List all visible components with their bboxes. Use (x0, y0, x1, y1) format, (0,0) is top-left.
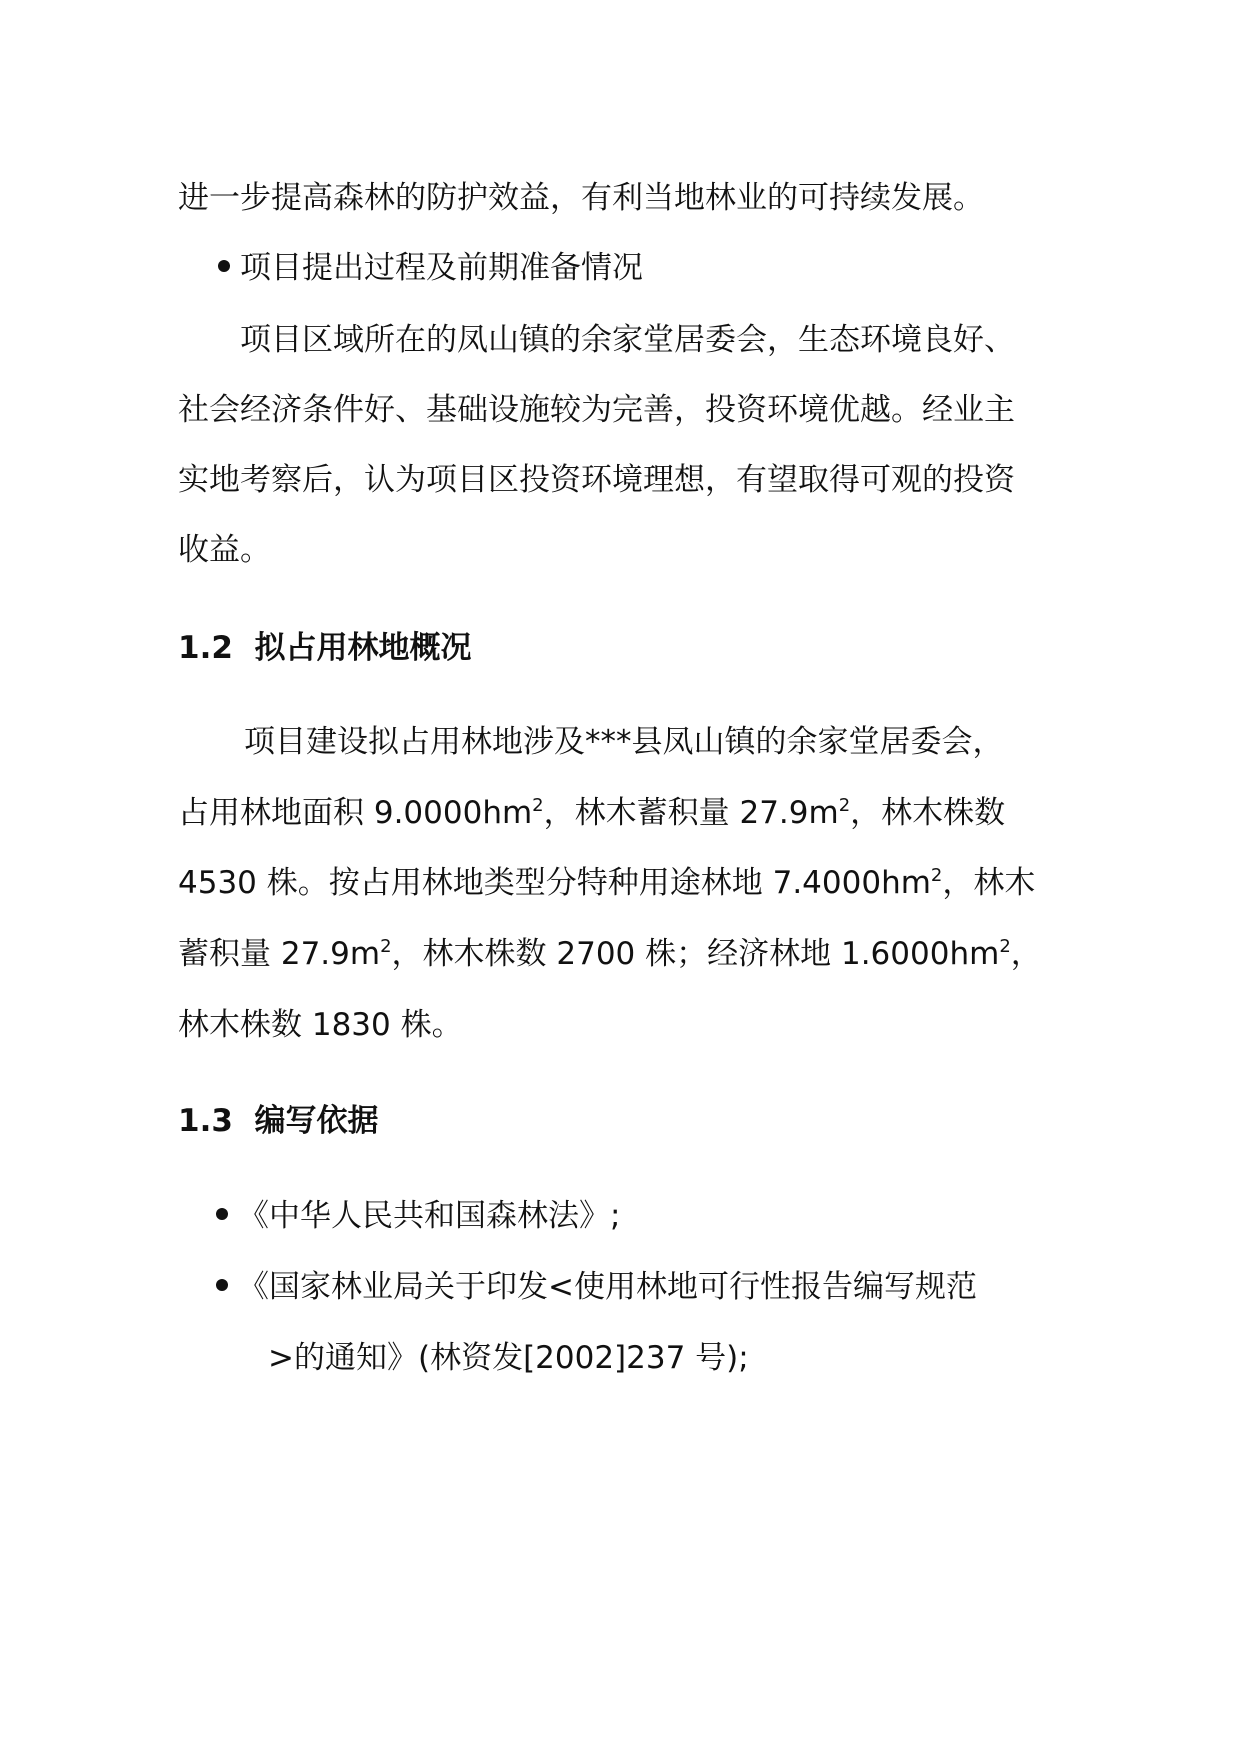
text-segment: 占用林地面积 9.0000hm (178, 795, 533, 831)
text-segment: ，林木株数 2700 株；经济林地 1.6000hm (391, 936, 1000, 972)
bullet-text: 项目提出过程及前期准备情况 (240, 250, 643, 286)
paragraph-land-line4 (178, 934, 1042, 974)
text-segment: ，林木蓄积量 27.9m (543, 795, 839, 831)
text-segment: ，林木 (942, 865, 1036, 901)
superscript: 2 (999, 936, 1011, 957)
superscript: 2 (838, 795, 851, 816)
text-segment: ，林木株数 (850, 795, 1006, 831)
section-title: 拟占用林地概况 (254, 630, 472, 666)
paragraph-region-line3: 实地考察后，认为项目区投资环境理想，有望取得可观的投资 (178, 462, 1015, 498)
superscript: 2 (380, 936, 392, 957)
paragraph-region-line4: 收益。 (178, 532, 271, 568)
list-item-text: 《中华人民共和国森林法》; (238, 1198, 621, 1234)
superscript: 2 (930, 865, 943, 886)
paragraph-region-line1: 项目区域所在的凤山镇的余家堂居委会，生态环境良好、 (240, 322, 1015, 358)
text-segment: 4530 株。按占用林地类型分特种用途林地 7.4000hm (178, 865, 931, 901)
paragraph-land-line2 (178, 793, 1005, 833)
section-title: 编写依据 (254, 1103, 379, 1139)
list-item-forestry-bureau (216, 1267, 977, 1307)
text-segment: 蓄积量 27.9m (178, 936, 381, 972)
bullet-icon (216, 1279, 228, 1291)
paragraph-region-line2: 社会经济条件好、基础设施较为完善，投资环境优越。经业主 (178, 392, 1015, 428)
paragraph-land-line1: 项目建设拟占用林地涉及***县凤山镇的余家堂居委会， (244, 724, 1004, 760)
section-heading-1-2 (178, 628, 472, 668)
paragraph-land-line3 (178, 863, 1035, 903)
section-number: 1.2 (178, 630, 233, 666)
paragraph-land-line5: 林木株数 1830 株。 (178, 1007, 463, 1043)
list-item-forest-law (216, 1196, 620, 1236)
text-segment: ， (1010, 936, 1042, 972)
bullet-icon (218, 260, 230, 272)
list-item-forestry-bureau-cont: >的通知》(林资发[2002]237 号); (268, 1340, 749, 1376)
bullet-icon (216, 1208, 228, 1220)
list-item-text: 《国家林业局关于印发<使用林地可行性报告编写规范 (238, 1269, 977, 1305)
paragraph-intro-end: 进一步提高森林的防护效益，有利当地林业的可持续发展。 (178, 180, 984, 216)
section-number: 1.3 (178, 1103, 233, 1139)
bullet-item-process (218, 248, 643, 288)
superscript: 2 (532, 795, 544, 816)
section-heading-1-3 (178, 1101, 379, 1141)
